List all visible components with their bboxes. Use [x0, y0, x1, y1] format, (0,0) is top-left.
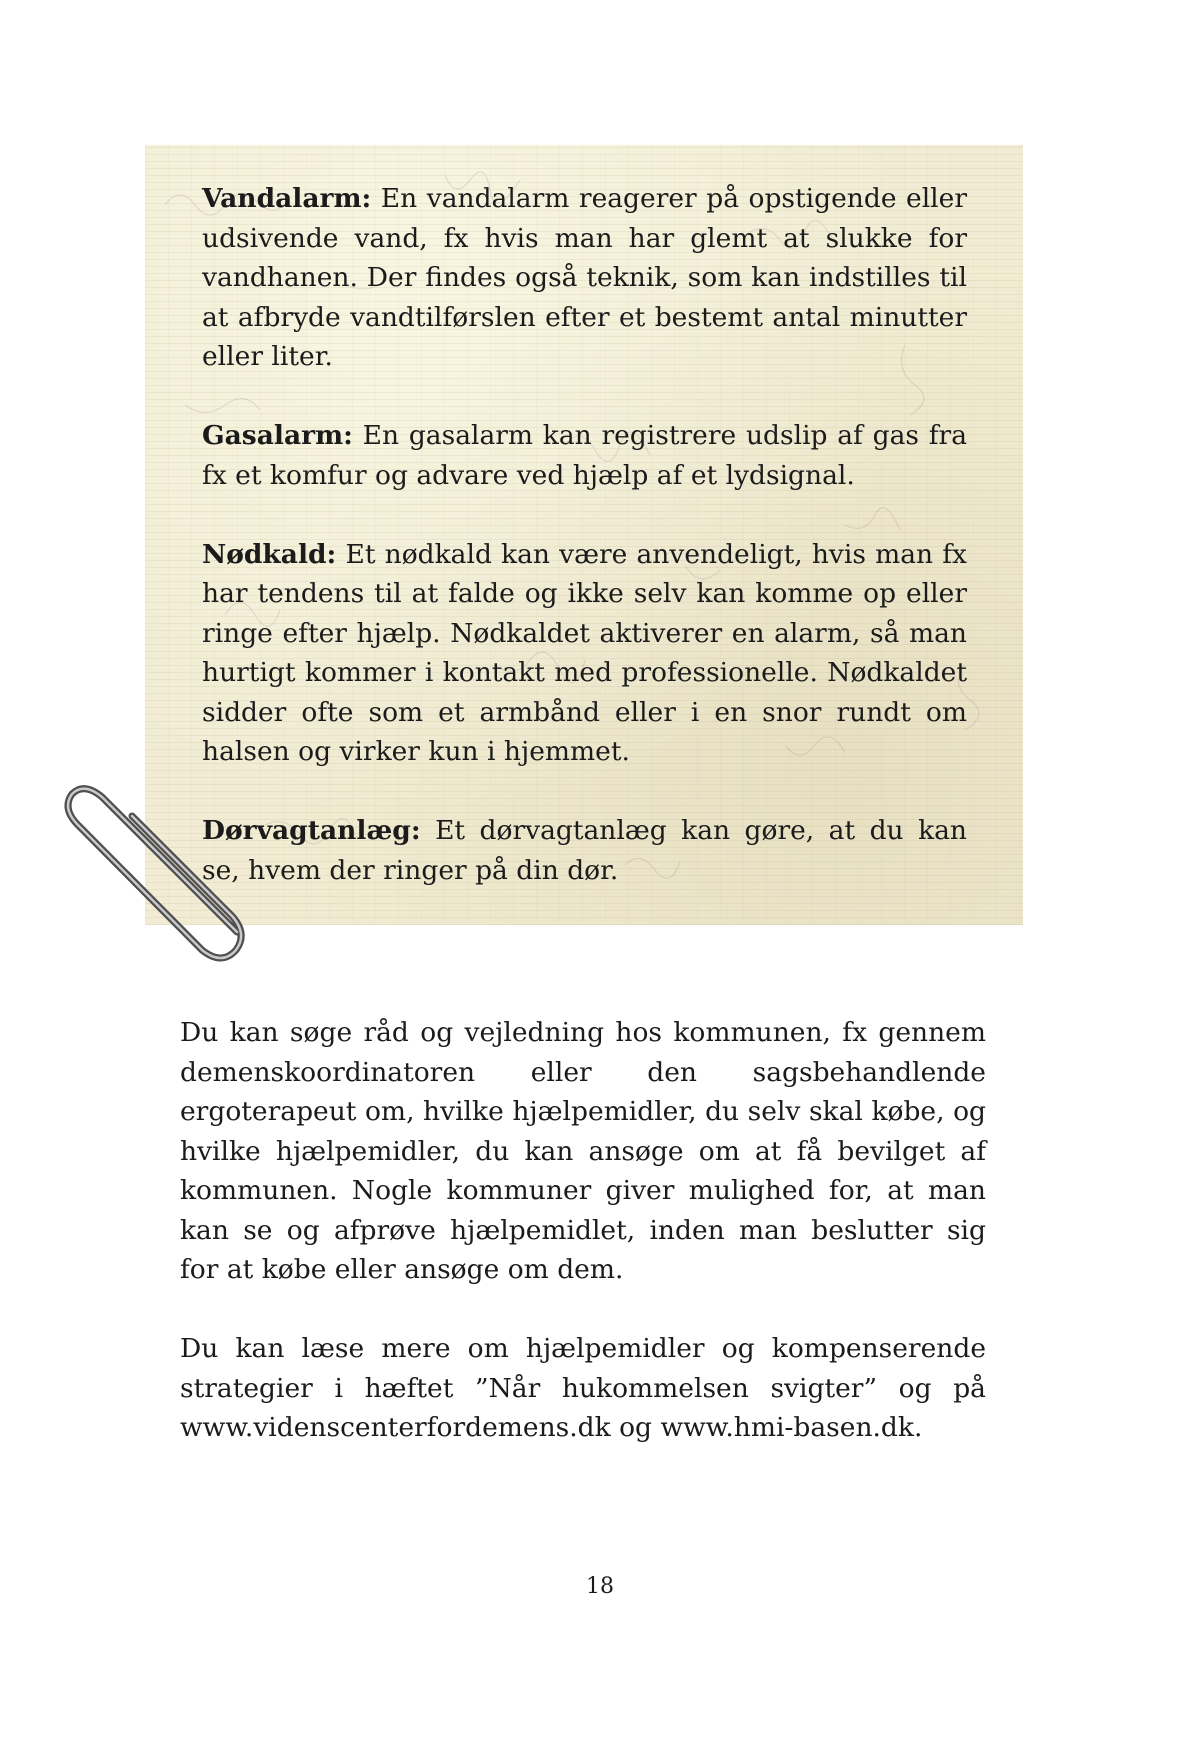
item-doervagtanlaeg: [202, 811, 967, 890]
term-description: Et nødkald kan være anvendeligt, hvis man fx har tendens til at falde og ikke selv kan komme op eller ringe efter hjælp. Nødkaldet aktiverer en alarm, så man hurtigt kommer i kontakt med professionelle. Nødkaldet sidder ofte som et armbånd eller i en snor rundt om halsen og virker kun i hjemmet.: [202, 538, 967, 767]
body-text: [180, 1013, 986, 1487]
term-label: Gasalarm:: [202, 420, 353, 451]
paperclip-icon: [62, 782, 252, 962]
item-vandalarm: [202, 179, 967, 377]
term-description: Et dørvagtanlæg kan gøre, at du kan se, hvem der ringer på din dør.: [202, 815, 967, 886]
term-description: En gasalarm kan registrere udslip af gas fra fx et komfur og advare ved hjælp af et lydsignal.: [202, 420, 967, 491]
term-label: Nødkald:: [202, 538, 337, 570]
item-gasalarm: [202, 416, 967, 495]
term-label: Vandalarm:: [202, 183, 372, 214]
item-noedkald: [202, 535, 967, 772]
page-number: 18: [586, 1574, 614, 1599]
body-paragraph: Du kan læse mere om hjælpemidler og kompenserende strategier i hæftet ”Når hukommelsen svigter” og på www.videnscenterfordemens.dk og www.hmi-basen.dk.: [180, 1333, 986, 1443]
info-box: [145, 145, 1023, 925]
body-paragraph: Du kan søge råd og vejledning hos kommunen, fx gennem demenskoordinatoren eller den sagsbehandlende ergoterapeut om, hvilke hjælpemidler, du selv skal købe, og hvilke hjælpemidler, du kan ansøge om at få bevilget af kommunen. Nogle kommuner giver mulighed for, at man kan se og afprøve hjælpemidlet, inden man beslutter sig for at købe eller ansøge om dem.: [180, 1017, 986, 1285]
term-label: Dørvagtanlæg:: [202, 815, 421, 846]
info-box-text: [202, 179, 967, 925]
term-description: En vandalarm reagerer på opstigende eller udsivende vand, fx hvis man har glemt at slukke for vandhanen. Der findes også teknik, som kan indstilles til at afbryde vandtilførslen efter et bestemt antal minutter eller liter.: [202, 183, 967, 372]
